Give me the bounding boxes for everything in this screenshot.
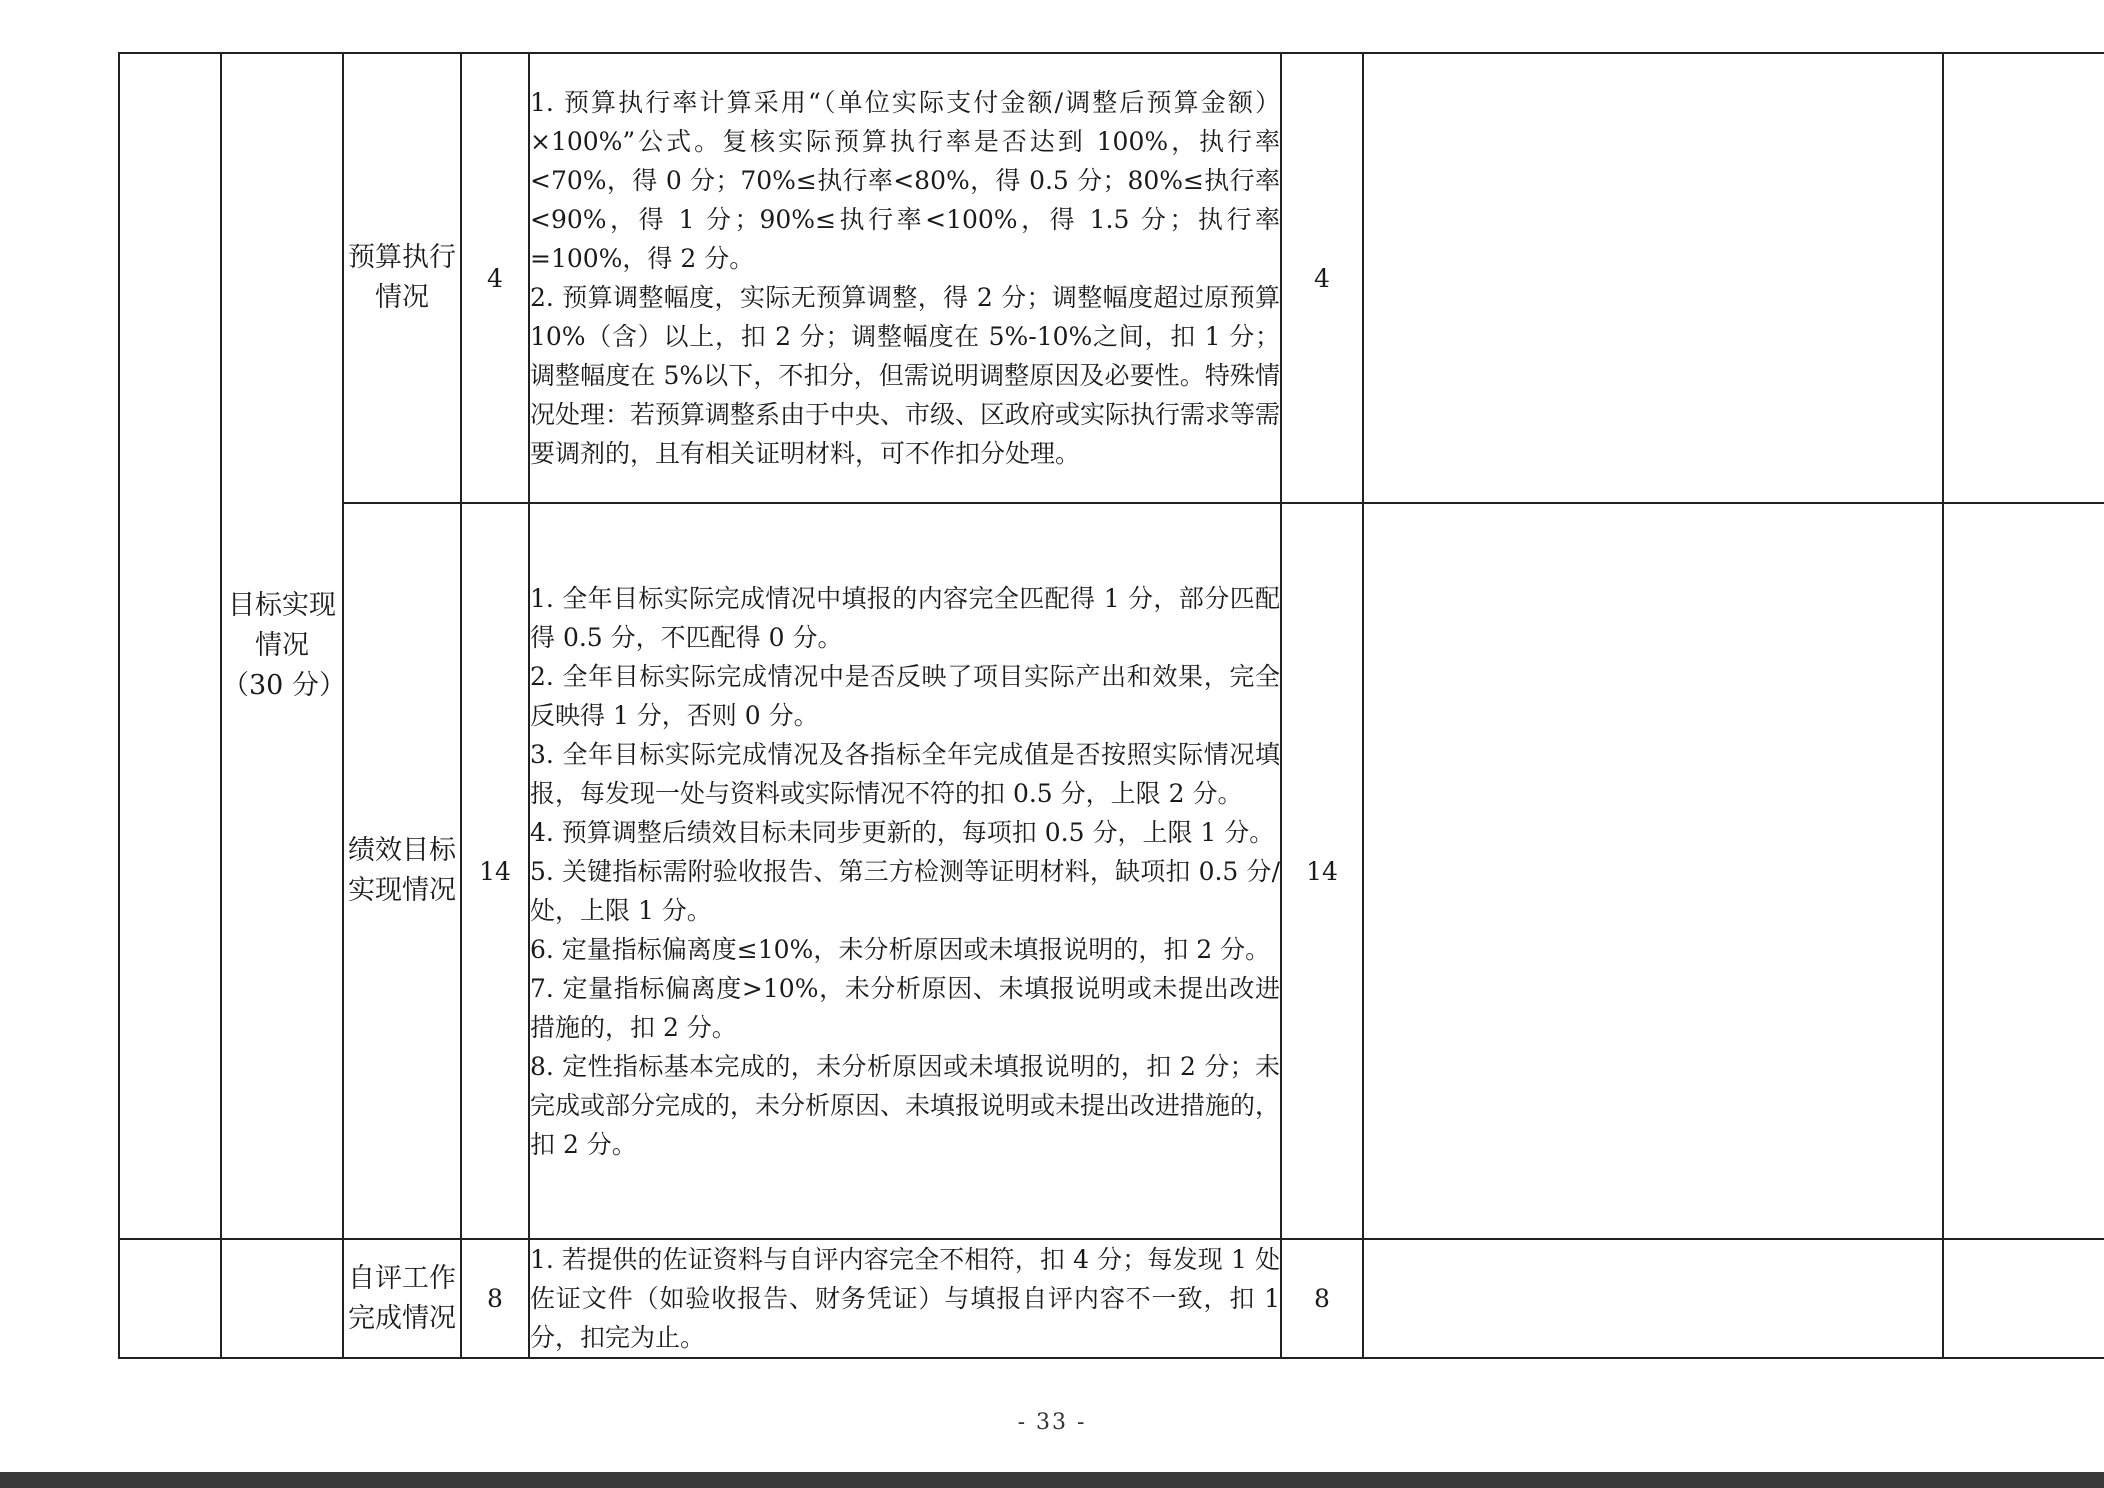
criteria-item: 7. 定量指标偏离度>10%，未分析原因、未填报说明或未提出改进措施的，扣 2 分。 (530, 973, 1280, 1042)
extra-cell (1943, 1239, 2104, 1358)
indicator-weight: 8 (461, 1239, 529, 1358)
category-label-line2: 情况 (255, 630, 309, 661)
criteria-item: 8. 定性指标基本完成的，未分析原因或未填报说明的，扣 2 分；未完成或部分完成的，未分析原因、未填报说明或未提出改进措施的，扣 2 分。 (530, 1051, 1281, 1159)
table-row (119, 1239, 2104, 1358)
extra-cell (1943, 503, 2104, 1239)
indicator-name-line1: 自评工作 (348, 1262, 456, 1294)
criteria-item: 5. 关键指标需附验收报告、第三方检测等证明材料，缺项扣 0.5 分/处，上限 1 分。 (530, 856, 1280, 925)
indicator-name-line2: 情况 (375, 282, 429, 313)
indicator-weight: 4 (461, 53, 529, 503)
criteria-item: 3. 全年目标实际完成情况及各指标全年完成值是否按照实际情况填报，每发现一处与资料或实际情况不符的扣 0.5 分，上限 2 分。 (530, 739, 1280, 808)
score-cell: 8 (1281, 1239, 1363, 1358)
criteria-cell (529, 503, 1281, 1239)
criteria-item: 6. 定量指标偏离度≤10%，未分析原因或未填报说明的，扣 2 分。 (530, 934, 1271, 964)
criteria-item: 2. 预算调整幅度，实际无预算调整，得 2 分；调整幅度超过原预算 10%（含）以上，扣 2 分；调整幅度在 5%-10%之间，扣 1 分；调整幅度在 5%以下，不扣分，但需说明调整原因及必要性。特殊情况处理：若预算调整系由于中央、市级、区政府或实际执行需求等需要调剂的，且有相关证明材料，可不作扣分处理。 (530, 283, 1281, 468)
score-cell: 14 (1281, 503, 1363, 1239)
category-cell (221, 53, 346, 1239)
indicator-name-cell (343, 503, 461, 1239)
indicator-name-line2: 实现情况 (348, 875, 456, 906)
criteria-cell (529, 1239, 1281, 1358)
criteria-item: 4. 预算调整后绩效目标未同步更新的，每项扣 0.5 分，上限 1 分。 (530, 817, 1275, 847)
indicator-name-cell (343, 1239, 461, 1358)
blank-cell (119, 53, 221, 1239)
table-row (119, 503, 2104, 1239)
evaluation-table (118, 52, 2104, 1359)
blank-cell (221, 1239, 343, 1358)
criteria-item: 1. 全年目标实际完成情况中填报的内容完全匹配得 1 分，部分匹配得 0.5 分，不匹配得 0 分。 (530, 583, 1280, 652)
indicator-name-line1: 绩效目标 (348, 835, 456, 866)
category-label-line3: （30 分） (222, 670, 346, 701)
remarks-cell (1363, 1239, 1943, 1358)
blank-cell (119, 1239, 221, 1358)
indicator-name-line2: 完成情况 (348, 1302, 456, 1334)
score-cell: 4 (1281, 53, 1363, 503)
remarks-cell (1363, 53, 1943, 503)
table-row (119, 53, 2104, 503)
remarks-cell (1363, 503, 1943, 1239)
extra-cell (1943, 53, 2104, 503)
indicator-name-cell (343, 53, 461, 503)
indicator-name-line1: 预算执行 (348, 242, 456, 273)
page-number: - 33 - (1017, 1410, 1087, 1435)
criteria-item: 1. 若提供的佐证资料与自评内容完全不相符，扣 4 分；每发现 1 处佐证文件（如验收报告、财务凭证）与填报自评内容不一致，扣 1 分，扣完为止。 (530, 1245, 1280, 1352)
category-label-line1: 目标实现 (228, 590, 336, 621)
scan-edge-bar (0, 1472, 2104, 1488)
criteria-cell (529, 53, 1281, 503)
indicator-weight: 14 (461, 503, 529, 1239)
criteria-item: 2. 全年目标实际完成情况中是否反映了项目实际产出和效果，完全反映得 1 分，否则 0 分。 (530, 661, 1280, 730)
criteria-item: 1. 预算执行率计算采用“（单位实际支付金额/调整后预算金额）×100%”公式。复核实际预算执行率是否达到 100%，执行率<70%，得 0 分；70%≤执行率<80%，得 0.5 分；80%≤执行率<90%，得 1 分；90%≤执行率<100%，得 1.5 分；执行率=100%，得 2 分。 (530, 88, 1280, 273)
